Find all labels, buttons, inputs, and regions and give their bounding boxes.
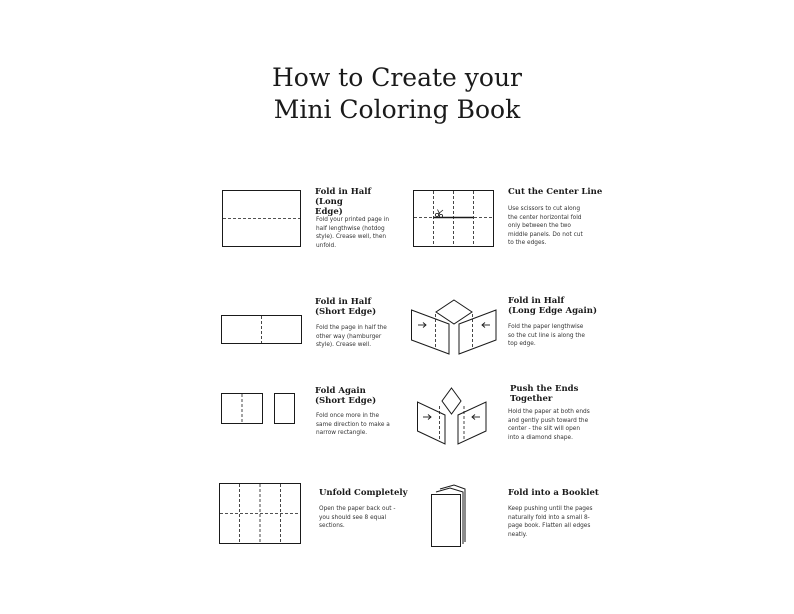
arrow-left-icon [472, 415, 480, 420]
step-5-description: Use scissors to cut along the center horizontal fold only between the two middle panels. Do not cut to the edges. [508, 206, 583, 247]
step-3-diagram [221, 393, 296, 425]
left-panel [418, 402, 446, 444]
page-title [0, 62, 794, 126]
step-2-title: Fold in Half (Short Edge) [315, 297, 377, 317]
step-5-diagram [413, 190, 495, 248]
arrow-right-icon [418, 323, 426, 328]
step-6-description: Fold the paper lengthwise so the cut line is along the top edge. [508, 324, 585, 348]
step-6-title: Fold in Half (Long Edge Again) [508, 296, 597, 316]
page-title-line-2: Mini Coloring Book [273, 95, 521, 124]
page-title-line-1: How to Create your [271, 63, 523, 92]
center-diamond [436, 300, 472, 324]
step-1-description: Fold your printed page in half lengthwise (hotdog style). Crease well, then unfold. [316, 217, 389, 249]
arrow-left-icon [482, 323, 490, 328]
step-8-description: Keep pushing until the pages naturally fold into a small 8-page book. Flatten all edges neatly. [508, 506, 593, 538]
center-diamond [442, 388, 461, 414]
step-5-title: Cut the Center Line [508, 187, 603, 197]
step-7-diagram [417, 386, 487, 446]
scissors-icon [435, 210, 443, 218]
step-8-diagram [431, 484, 467, 548]
step-3-title: Fold Again (Short Edge) [315, 386, 377, 406]
arrow-right-icon [423, 415, 431, 420]
right-panel [458, 402, 486, 444]
step-3-description: Fold once more in the same direction to make a narrow rectangle. [316, 413, 390, 437]
paper-narrow-rectangle [275, 394, 295, 424]
booklet-cover [432, 495, 461, 547]
step-4-diagram [219, 483, 302, 545]
step-2-diagram [221, 315, 303, 345]
step-4-title: Unfold Completely [319, 488, 408, 498]
step-7-title: Push the Ends Together [510, 384, 579, 404]
step-6-diagram [411, 299, 497, 355]
step-1-diagram [222, 190, 302, 248]
step-2-description: Fold the page in half the other way (hamburger style). Crease well. [316, 325, 387, 349]
step-1-title: Fold in Half (Long Edge) [315, 187, 372, 217]
step-8-title: Fold into a Booklet [508, 488, 599, 498]
step-7-description: Hold the paper at both ends and gently push toward the center - the slit will open into a diamond shape. [508, 409, 590, 441]
step-4-description: Open the paper back out - you should see 8 equal sections. [319, 506, 396, 530]
paper-sheet [222, 316, 302, 344]
